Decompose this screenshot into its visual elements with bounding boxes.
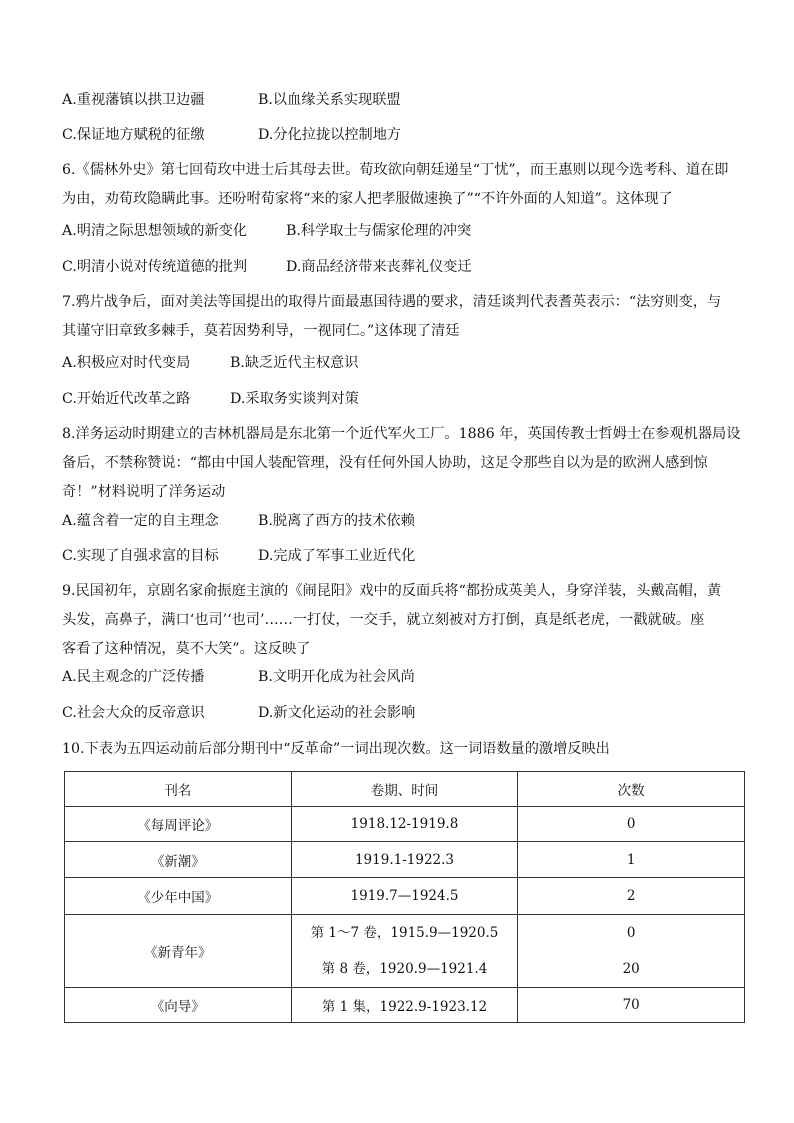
q8-stem <box>62 420 741 507</box>
q7-option-b: B.缺乏近代主权意识 <box>230 355 359 371</box>
q9-stem-line: 9.民国初年，京剧名家俞振庭主演的《闹昆阳》戏中的反面兵将“都扮成英美人，身穿洋装，头戴高帽，黄 <box>62 583 722 599</box>
q10-data-table <box>64 771 745 1023</box>
table-row <box>65 878 745 915</box>
q8-stem-line: 奇！”材料说明了洋务运动 <box>62 484 226 500</box>
q6-stem-line: 为由，劝荀玫隐瞒此事。还吩咐荀家将“来的家人把孝服做速换了”“不许外面的人知道”。这体现了 <box>62 191 673 207</box>
period-entry: 第 1～7 卷，1915.9—1920.5 <box>310 925 499 941</box>
q9-option-c: C.社会大众的反帝意识 <box>62 705 205 721</box>
table-header-row <box>65 772 745 807</box>
q5-option-d: D.分化拉拢以控制地方 <box>258 127 402 143</box>
q9-option-b: B.文明开化成为社会风尚 <box>258 669 415 685</box>
q5-option-b: B.以血缘关系实现联盟 <box>258 92 401 108</box>
q8-option-a: A.蕴含着一定的自主理念 <box>62 513 219 529</box>
table-cell-count: 0 <box>518 807 745 842</box>
table-cell-count: 2 <box>518 878 745 915</box>
q6-option-b: B.科学取士与儒家伦理的冲突 <box>286 223 472 239</box>
table-cell-count: 1 <box>518 842 745 878</box>
table-row <box>65 988 745 1023</box>
q5-option-c: C.保证地方赋税的征缴 <box>62 127 205 143</box>
q9-stem-line: 头发，高鼻子，满口‘也司’‘也司’……一打仗，一交手，就立刻被对方打倒，真是纸老虎，一戳就破。座 <box>62 612 705 628</box>
period-entry: 第 8 卷，1920.9—1921.4 <box>321 961 488 977</box>
q6-stem-line: 6.《儒林外史》第七回荀玫中进士后其母去世。荀玫欲向朝廷递呈“丁忧”，而王惠则以现今选考科、道在即 <box>62 162 729 178</box>
q6-option-a: A.明清之际思想领域的新变化 <box>62 223 248 239</box>
table-header-cell: 次数 <box>518 772 745 807</box>
table-cell-period: 1919.7—1924.5 <box>291 878 518 915</box>
table-cell-count: 70 <box>518 988 745 1023</box>
table-header-cell: 刊名 <box>65 772 292 807</box>
q8-option-b: B.脱离了西方的技术依赖 <box>258 513 415 529</box>
table-cell-journal: 《每周评论》 <box>65 807 292 842</box>
q8-option-d: D.完成了军事工业近代化 <box>258 548 416 564</box>
table-cell-period: 1919.1-1922.3 <box>291 842 518 878</box>
q7-stem-line: 其谨守旧章致多棘手，莫若因势利导，一视同仁。”这体现了清廷 <box>62 323 460 339</box>
table-cell-journal: 《向导》 <box>65 988 292 1023</box>
q6-stem <box>62 156 738 214</box>
q8-stem-line: 8.洋务运动时期建立的吉林机器局是东北第一个近代军火工厂。1886 年，英国传教士哲姆士在参观机器局设 <box>62 426 741 442</box>
q7-option-c: C.开始近代改革之路 <box>62 391 191 407</box>
q8-stem-line: 备后，不禁称赞说：“都由中国人装配管理，没有任何外国人协助，这足令那些自以为是的欧洲人感到惊 <box>62 455 708 471</box>
count-entry: 20 <box>622 961 640 977</box>
q9-option-a: A.民主观念的广泛传播 <box>62 669 205 685</box>
q10-stem: 10.下表为五四运动前后部分期刊中“反革命”一词出现次数。这一词语数量的激增反映出 <box>62 741 610 757</box>
q5-option-a: A.重视藩镇以拱卫边疆 <box>62 92 205 108</box>
q8-option-c: C.实现了自强求富的目标 <box>62 548 219 564</box>
table-row <box>65 842 745 878</box>
q7-stem <box>62 288 738 346</box>
table-cell-count <box>518 915 745 988</box>
table-cell-journal: 《新潮》 <box>65 842 292 878</box>
q9-stem <box>62 577 738 664</box>
table-cell-journal: 《少年中国》 <box>65 878 292 915</box>
table-cell-period: 第 1 集，1922.9-1923.12 <box>291 988 518 1023</box>
table-row <box>65 807 745 842</box>
q9-stem-line: 客看了这种情况，莫不大笑”。这反映了 <box>62 641 311 657</box>
q9-option-d: D.新文化运动的社会影响 <box>258 705 416 721</box>
table-cell-period <box>291 915 518 988</box>
q6-option-d: D.商品经济带来丧葬礼仪变迁 <box>286 259 472 275</box>
table-cell-journal: 《新青年》 <box>65 915 292 988</box>
count-entry: 0 <box>626 925 636 941</box>
q7-option-a: A.积极应对时代变局 <box>62 355 191 371</box>
table-header-cell: 卷期、时间 <box>291 772 518 807</box>
table-cell-period: 1918.12-1919.8 <box>291 807 518 842</box>
q7-option-d: D.采取务实谈判对策 <box>230 391 359 407</box>
q7-stem-line: 7.鸦片战争后，面对美法等国提出的取得片面最惠国待遇的要求，清廷谈判代表耆英表示：“法穷则变，与 <box>62 294 722 310</box>
q6-option-c: C.明清小说对传统道德的批判 <box>62 259 248 275</box>
table-row <box>65 915 745 988</box>
